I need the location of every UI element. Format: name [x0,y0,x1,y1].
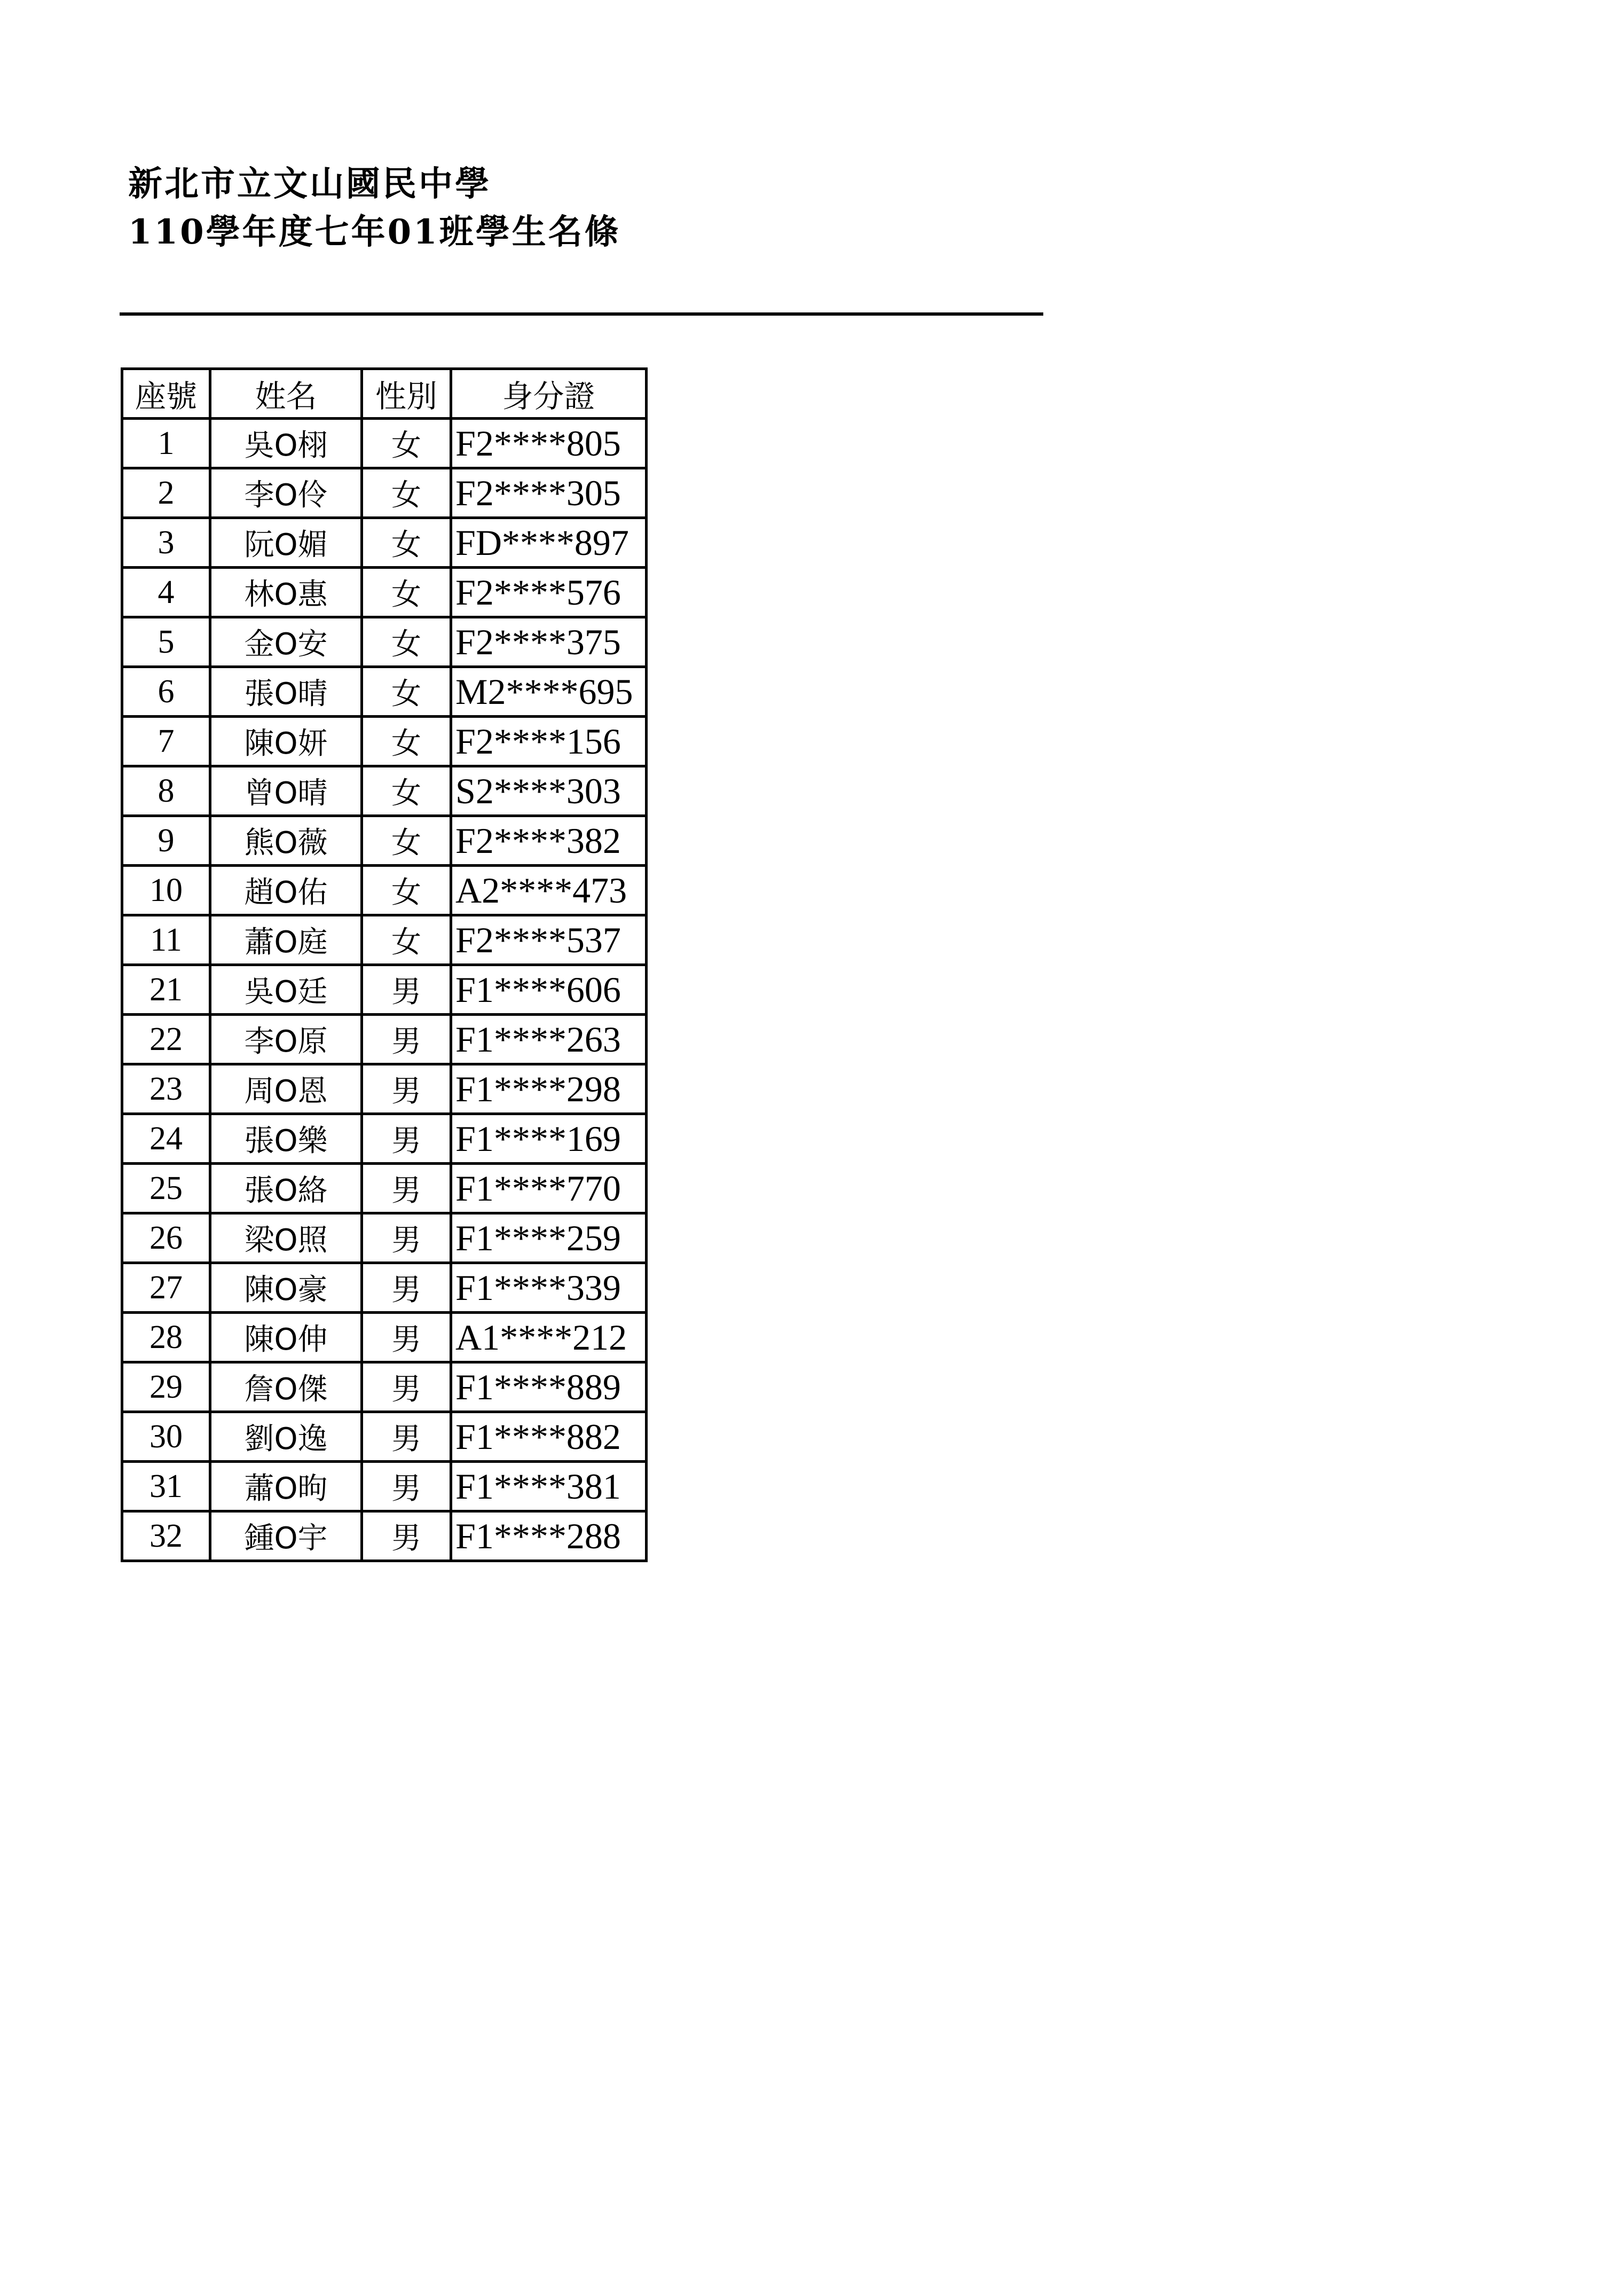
seat-number-cell: 5 [122,617,210,667]
id-number-cell: F2****805 [451,419,647,468]
student-name-cell: 張O樂 [210,1114,362,1164]
seat-number-cell: 30 [122,1412,210,1462]
gender-cell: 男 [362,1114,451,1164]
seat-number-cell: 25 [122,1164,210,1213]
id-number-cell: F1****288 [451,1511,647,1561]
gender-cell: 男 [362,1412,451,1462]
id-number-cell: F1****770 [451,1164,647,1213]
table-row [122,1362,647,1412]
table-row [122,518,647,568]
gender-cell: 女 [362,419,451,468]
student-name-cell: 李O伶 [210,468,362,518]
student-name-cell: 陳O伸 [210,1313,362,1362]
seat-number-cell: 29 [122,1362,210,1412]
table-row [122,1015,647,1064]
student-name-cell: 陳O豪 [210,1263,362,1313]
student-name-cell: 趙O佑 [210,866,362,915]
student-name-cell: 劉O逸 [210,1412,362,1462]
document-header [128,160,621,256]
table-body [122,419,647,1561]
id-number-cell: S2****303 [451,766,647,816]
gender-cell: 男 [362,965,451,1015]
header-divider [120,312,1043,316]
gender-cell: 男 [362,1263,451,1313]
student-name-cell: 蕭O庭 [210,915,362,965]
gender-cell: 男 [362,1313,451,1362]
seat-number-cell: 6 [122,667,210,717]
seat-number-cell: 4 [122,568,210,617]
id-number-cell: F2****537 [451,915,647,965]
table-row [122,1263,647,1313]
table-row [122,419,647,468]
seat-number-cell: 28 [122,1313,210,1362]
seat-number-cell: 7 [122,717,210,766]
table-row [122,568,647,617]
seat-number-cell: 24 [122,1114,210,1164]
gender-cell: 女 [362,667,451,717]
table-row [122,717,647,766]
column-header-seat: 座號 [122,369,210,419]
student-name-cell: 李O原 [210,1015,362,1064]
column-header-gender: 性別 [362,369,451,419]
student-name-cell: 張O絡 [210,1164,362,1213]
id-number-cell: F1****381 [451,1462,647,1511]
id-number-cell: F2****375 [451,617,647,667]
list-title: 110學年度七年01班學生名條 [128,212,621,252]
id-number-cell: F2****576 [451,568,647,617]
student-name-cell: 熊O薇 [210,816,362,866]
seat-number-cell: 22 [122,1015,210,1064]
gender-cell: 女 [362,915,451,965]
id-number-cell: F1****889 [451,1362,647,1412]
student-name-cell: 吳O廷 [210,965,362,1015]
id-number-cell: A2****473 [451,866,647,915]
id-number-cell: F2****382 [451,816,647,866]
student-name-cell: 陳O妍 [210,717,362,766]
id-number-cell: F2****305 [451,468,647,518]
table-row [122,617,647,667]
seat-number-cell: 31 [122,1462,210,1511]
id-number-cell: F1****339 [451,1263,647,1313]
seat-number-cell: 21 [122,965,210,1015]
id-number-cell: F1****169 [451,1114,647,1164]
seat-number-cell: 3 [122,518,210,568]
student-name-cell: 周O恩 [210,1064,362,1114]
id-number-cell: F1****263 [451,1015,647,1064]
gender-cell: 女 [362,468,451,518]
table-row [122,1462,647,1511]
table-row [122,965,647,1015]
student-name-cell: 蕭O昫 [210,1462,362,1511]
table-row [122,1164,647,1213]
id-number-cell: M2****695 [451,667,647,717]
table-row [122,915,647,965]
school-name: 新北市立文山國民中學 [128,164,491,204]
id-number-cell: FD****897 [451,518,647,568]
table-row [122,1412,647,1462]
gender-cell: 男 [362,1462,451,1511]
gender-cell: 女 [362,766,451,816]
seat-number-cell: 8 [122,766,210,816]
table-row [122,468,647,518]
seat-number-cell: 1 [122,419,210,468]
student-name-cell: 梁O照 [210,1213,362,1263]
table-row [122,1511,647,1561]
table-row [122,866,647,915]
gender-cell: 男 [362,1064,451,1114]
gender-cell: 男 [362,1164,451,1213]
gender-cell: 女 [362,816,451,866]
table-row [122,1213,647,1263]
seat-number-cell: 2 [122,468,210,518]
student-name-cell: 吳O栩 [210,419,362,468]
seat-number-cell: 23 [122,1064,210,1114]
gender-cell: 男 [362,1015,451,1064]
table-header-row [122,369,647,419]
seat-number-cell: 26 [122,1213,210,1263]
student-name-cell: 鍾O宇 [210,1511,362,1561]
student-name-cell: 阮O媚 [210,518,362,568]
student-roster-table [121,367,648,1562]
gender-cell: 女 [362,717,451,766]
seat-number-cell: 32 [122,1511,210,1561]
gender-cell: 男 [362,1511,451,1561]
table-row [122,1064,647,1114]
seat-number-cell: 9 [122,816,210,866]
id-number-cell: F2****156 [451,717,647,766]
id-number-cell: F1****259 [451,1213,647,1263]
gender-cell: 女 [362,518,451,568]
student-name-cell: 金O安 [210,617,362,667]
table-row [122,667,647,717]
id-number-cell: F1****882 [451,1412,647,1462]
seat-number-cell: 10 [122,866,210,915]
id-number-cell: F1****606 [451,965,647,1015]
gender-cell: 女 [362,617,451,667]
gender-cell: 男 [362,1213,451,1263]
student-name-cell: 張O晴 [210,667,362,717]
table-row [122,1114,647,1164]
student-name-cell: 林O惠 [210,568,362,617]
seat-number-cell: 27 [122,1263,210,1313]
column-header-name: 姓名 [210,369,362,419]
gender-cell: 女 [362,866,451,915]
student-name-cell: 曾O晴 [210,766,362,816]
table-row [122,1313,647,1362]
gender-cell: 女 [362,568,451,617]
table-row [122,816,647,866]
seat-number-cell: 11 [122,915,210,965]
id-number-cell: A1****212 [451,1313,647,1362]
column-header-id: 身分證 [451,369,647,419]
gender-cell: 男 [362,1362,451,1412]
id-number-cell: F1****298 [451,1064,647,1114]
student-name-cell: 詹O傑 [210,1362,362,1412]
table-row [122,766,647,816]
